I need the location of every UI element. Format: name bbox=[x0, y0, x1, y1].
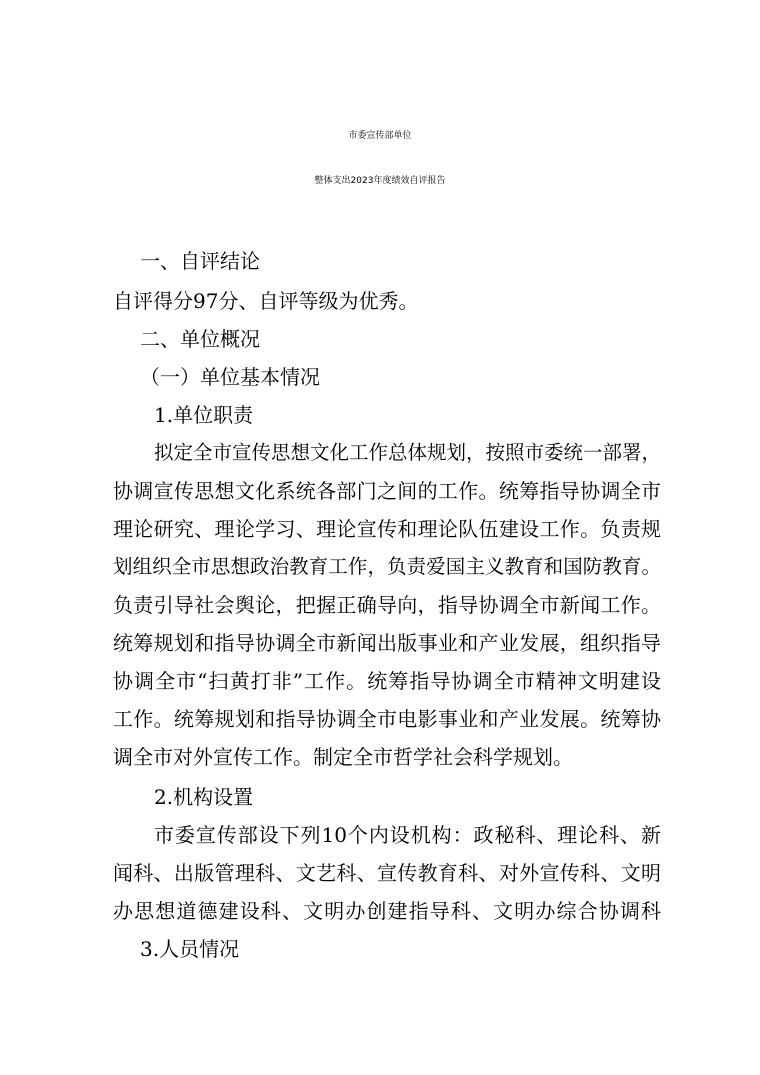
section-1-text: 自评得分97分、自评等级为优秀。 bbox=[113, 289, 419, 313]
item-2-paragraph-line: 办思想道德建设科、文明办创建指导科、文明办综合协调科 bbox=[113, 899, 661, 923]
section-1-heading: 一、自评结论 bbox=[140, 249, 260, 273]
item-2-paragraph-line: 闻科、出版管理科、文艺科、宣传教育科、对外宣传科、文明 bbox=[113, 861, 661, 885]
item-1-paragraph-line: 拟定全市宣传思想文化工作总体规划，按照市委统一部署， bbox=[154, 441, 662, 464]
item-1-paragraph-line: 工作。统筹规划和指导协调全市电影事业和产业发展。统筹协 bbox=[113, 707, 661, 731]
item-1-heading: 1.单位职责 bbox=[154, 403, 254, 427]
item-2-heading: 2.机构设置 bbox=[154, 785, 254, 809]
document-title-line-1: 市委宣传部单位 bbox=[348, 131, 412, 141]
item-1-paragraph-line: 调全市对外宣传工作。制定全市哲学社会科学规划。 bbox=[113, 745, 573, 769]
item-1-paragraph-line: 划组织全市思想政治教育工作，负责爱国主义教育和国防教育。 bbox=[113, 555, 661, 578]
item-1-paragraph-line: 协调全市“扫黄打非”工作。统筹指导协调全市精神文明建设 bbox=[113, 669, 661, 693]
item-2-paragraph-line: 市委宣传部设下列10个内设机构：政秘科、理论科、新 bbox=[154, 823, 661, 847]
item-1-paragraph-line: 协调宣传思想文化系统各部门之间的工作。统筹指导协调全市 bbox=[113, 479, 661, 503]
item-1-paragraph-line: 统筹规划和指导协调全市新闻出版事业和产业发展，组织指导 bbox=[113, 631, 661, 655]
document-title-line-2: 整体支出2023年度绩效自评报告 bbox=[314, 176, 446, 186]
section-2-heading: 二、单位概况 bbox=[140, 327, 260, 351]
item-1-paragraph-line: 理论研究、理论学习、理论宣传和理论队伍建设工作。负责规 bbox=[113, 517, 661, 541]
item-1-paragraph-line: 负责引导社会舆论，把握正确导向，指导协调全市新闻工作。 bbox=[113, 593, 661, 617]
item-3-heading: 3.人员情况 bbox=[140, 937, 240, 961]
subsection-1-heading: （一）单位基本情况 bbox=[140, 365, 320, 389]
